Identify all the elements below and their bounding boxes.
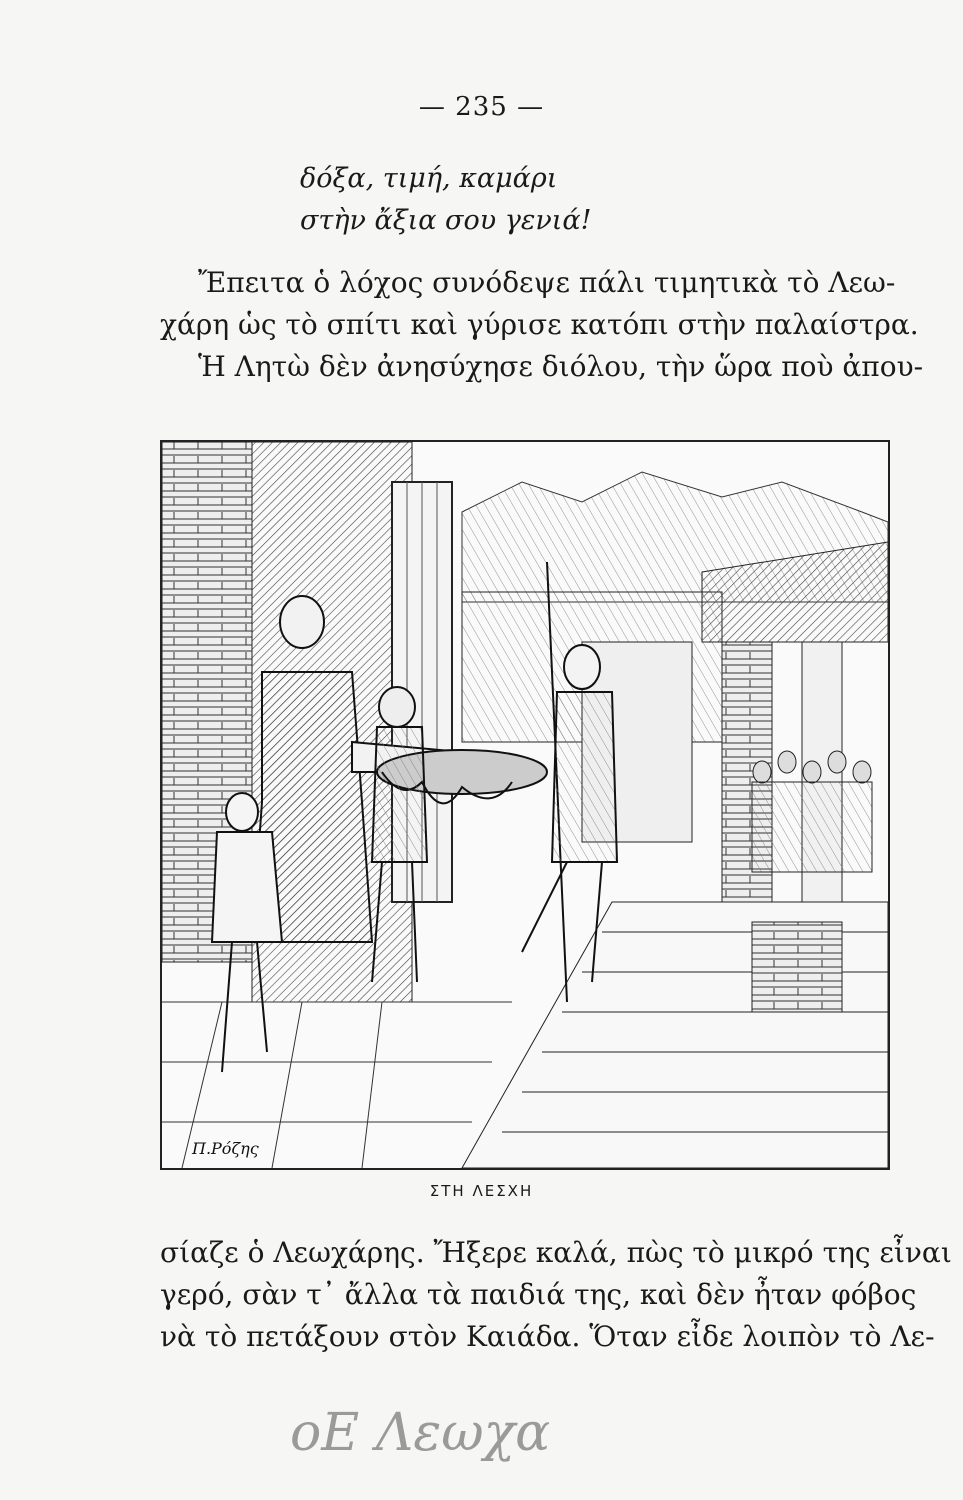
text-line: χάρη ὡς τὸ σπίτι καὶ γύρισε κατόπι στὴν παλαίστρα. — [160, 308, 919, 341]
text-line: Ἡ Λητὼ δὲν ἀνησύχησε διόλου, τὴν ὥρα ποὺ ἀπου- — [198, 350, 924, 383]
text-line: νὰ τὸ πετάξουν στὸν Καιάδα. Ὅταν εἶδε λοιπὸν τὸ Λε- — [160, 1320, 935, 1353]
handwritten-note: οΕ Λεωχα — [290, 1403, 551, 1463]
verse-block — [300, 158, 591, 242]
page-number: — 235 — — [418, 92, 545, 122]
verse-line: στὴν ἄξια σου γενιά! — [300, 205, 592, 236]
verse-line: δόξα, τιμή, καμάρι — [300, 163, 558, 194]
engraving-drawing — [162, 442, 888, 1168]
text-line: γερό, σὰν τ᾽ ἄλλα τὰ παιδιά της, καὶ δὲν ἦταν φόβος — [160, 1278, 917, 1311]
text-line: Ἔπειτα ὁ λόχος συνόδεψε πάλι τιμητικὰ τὸ Λεω- — [198, 266, 896, 299]
paragraph-top — [160, 262, 924, 388]
illustration-engraving — [160, 440, 890, 1170]
text-line: σίαζε ὁ Λεωχάρης. Ἤξερε καλά, πὼς τὸ μικρό της εἶναι — [160, 1236, 952, 1269]
illustration-caption: ΣΤΗ ΛΕΣΧΗ — [429, 1182, 534, 1200]
paragraph-bottom — [160, 1232, 952, 1358]
artist-signature: Π.Ρόζης — [192, 1139, 259, 1158]
pencil-annotation — [290, 1370, 610, 1480]
